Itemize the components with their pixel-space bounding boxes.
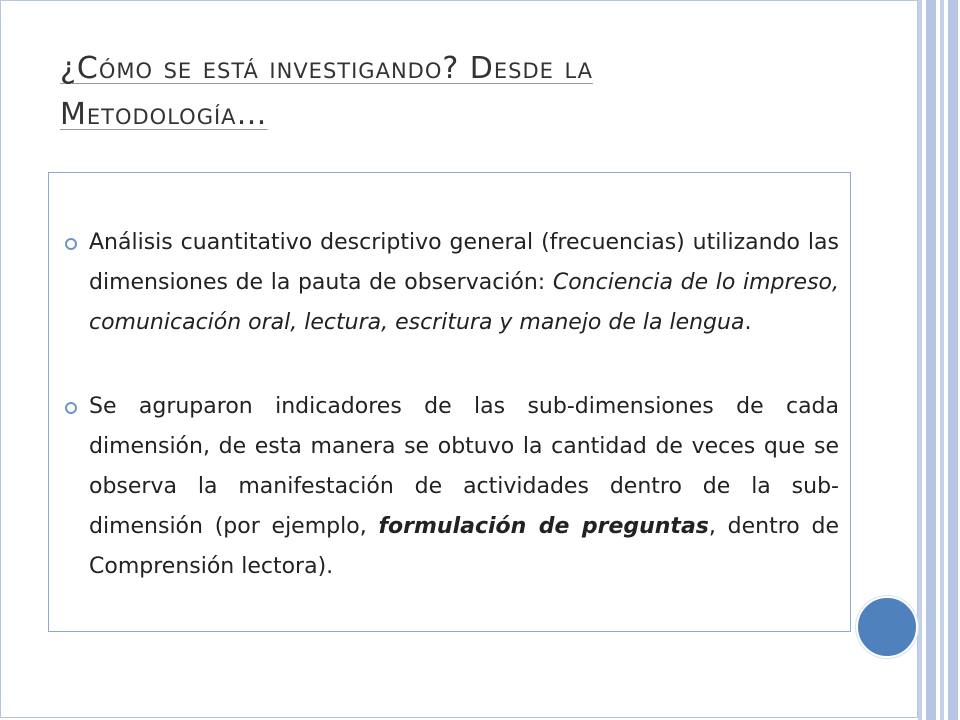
bullet-item [65, 387, 839, 587]
bullet-item [65, 223, 839, 343]
content-box [48, 172, 851, 632]
bullet-text-bold-italic: formulación de preguntas [378, 514, 709, 539]
bullet-text-end: . [744, 310, 752, 335]
slide-title-line-1: ¿Cómo se está investigando? Desde la [60, 51, 594, 86]
stripe [948, 0, 958, 720]
slide-title [60, 46, 780, 138]
bullet-text-italic: Conciencia de lo impreso, comunicación oral, lectura, escritura y manejo de la lengua [89, 270, 839, 335]
stripe [918, 0, 922, 720]
stripe [940, 0, 944, 720]
bullet-text-intro: Se agruparon indicadores de las sub-dimensiones de cada dimensión, de esta manera se obtuvo la cantidad de veces que se observa la manifestación de actividades dentro de la sub-dimensión (por ejemplo, [89, 394, 839, 539]
circle-decoration [856, 596, 918, 658]
ring-bullet-icon [65, 238, 77, 250]
slide-title-line-2: Metodología… [60, 97, 268, 132]
ring-bullet-icon [65, 402, 77, 414]
decorative-stripes [918, 0, 960, 720]
bullet-text-end: , dentro de Comprensión lectora). [89, 514, 839, 579]
bullet-text-intro: Análisis cuantitativo descriptivo general (frecuencias) utilizando las dimensiones de la pauta de observación: [89, 230, 839, 295]
stripe [926, 0, 936, 720]
bullet-list [65, 223, 839, 587]
